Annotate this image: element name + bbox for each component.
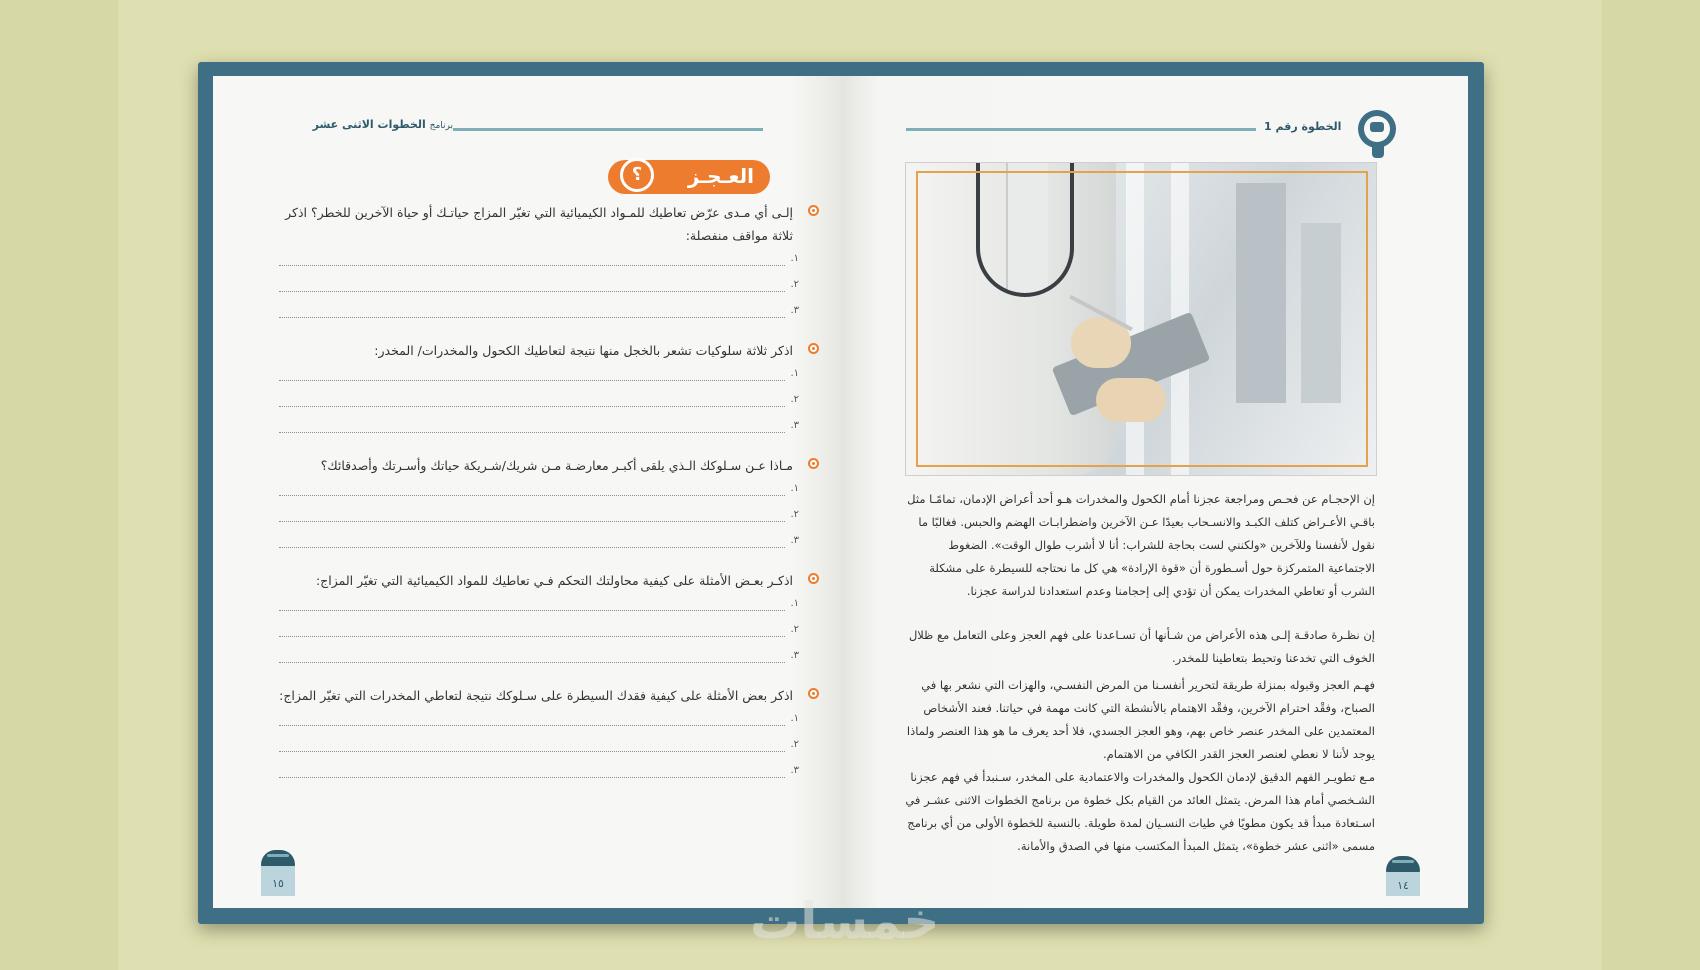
answer-line[interactable]	[279, 618, 799, 644]
doctor-photo	[905, 162, 1377, 476]
page-number: ١٤	[1386, 872, 1420, 896]
answer-line[interactable]	[279, 299, 799, 325]
answer-number: ٣.	[790, 535, 799, 546]
question-text: اذكـر بعـض الأمثلة على كيفية محاولتك التحكم فـي تعاطيك للمواد الكيميائية التي تغيّر المزاج:	[315, 573, 793, 588]
left-page	[213, 76, 842, 908]
answer-line[interactable]	[279, 592, 799, 618]
program-title	[293, 118, 453, 131]
neck-shape	[1372, 144, 1384, 158]
answer-number: ٢.	[790, 279, 799, 290]
dotted-line	[279, 380, 785, 381]
question-item	[279, 684, 799, 785]
section-title: العـجـز	[687, 164, 754, 188]
dotted-line	[279, 406, 785, 407]
question-icon: ؟	[620, 158, 654, 192]
bullet-icon	[808, 343, 819, 354]
step-title: الخطوة رقم 1	[1264, 120, 1342, 133]
bullet-icon	[808, 688, 819, 699]
page-number: ١٥	[261, 866, 295, 896]
head-logo-icon	[1354, 110, 1398, 158]
answer-number: ١.	[790, 713, 799, 724]
dotted-line	[279, 317, 785, 318]
answer-number: ٣.	[790, 650, 799, 661]
answer-number: ٣.	[790, 765, 799, 776]
question-item	[279, 339, 799, 440]
section-tag	[608, 160, 770, 194]
dotted-line	[279, 662, 785, 663]
question-text: مـاذا عـن سـلوكك الـذي يلقى أكبـر معارضـة مـن شريك/شـريكة حياتك وأسـرتك وأصدقائك؟	[320, 458, 793, 473]
dotted-line	[279, 291, 785, 292]
paragraph: مـع تطويـر الفهم الدقيق لإدمان الكحول والمخدرات والاعتمادية على المخدر، سـنبدأ في فهم عجزنا الشـخصي أمام هذا المرض. يتمثل العائد من القيام بكل خطوة من برنامج الخطوات الاثنى عشـر في اسـتعادة مبدأ قد يكون مطويًا في طيات النسـيان لمدة طويلة. بالنسبة للخطوة الأولى من أي برنامج مسمى «اثنى عشر خطوة»، يتمثل المبدأ المكتسب منها في الصدق والأمانة.	[905, 770, 1375, 853]
answer-number: ١.	[790, 368, 799, 379]
header-rule	[453, 128, 763, 131]
question-item	[279, 569, 799, 670]
left-page-header	[293, 118, 763, 138]
paragraph: إن الإحجـام عن فحـص ومراجعة عجزنا أمام الكحول والمخدرات هـو أحد أعراض الإدمان، تمامًـا مثل باقـي الأعـراض كتلف الكبـد والانسـحاب بعيدًا عـن الآخرين واضطرابـات الهضم والحبس. فغالبًا ما نقول لأنفسنا وللآخرين «ولكنني لست بحاجة للشراب: أنا لا أشرب طوال الوقت». الضغوط الاجتماعية المتمركزة حول أسـطورة أن «قوة الإرادة» هي كل ما نحتاجه للسيطرة على مشكلة الشرب أو تعاطي المخدرات يمكن أن تؤدي إلى إحجامنا وعدم استعدادنا لدراسة عجزنا.	[907, 492, 1375, 598]
right-page-header	[906, 104, 1406, 154]
question-list	[279, 201, 799, 785]
dotted-line	[279, 547, 785, 548]
dotted-line	[279, 265, 785, 266]
bullet-icon	[808, 458, 819, 469]
watermark: خمسات	[750, 892, 940, 950]
program-name: الخطوات الاثنى عشر	[312, 118, 426, 131]
paragraph: فهـم العجز وقبوله بمنزلة طريقة لتحرير أنفسـنا من المرض النفسـي، والهزات التي نشعر بها في الصباح، وفقْد احترام الآخرين، وفقْد الاهتمام بالأنشطة التي كانت مهمة في حياتنا. فعند الأشخاص المعتمدين على المخدر عنصر خاص بهم، وهو العجز الجسدي، فلا أحد يعرف ما هو هذا العنصر ولماذا يوجد لأننا لا نعطي لعنصر العجز القدر الكافي من الاهتمام.	[906, 678, 1375, 761]
answer-line[interactable]	[279, 529, 799, 555]
answer-line[interactable]	[279, 759, 799, 785]
bullet-icon	[808, 205, 819, 216]
answer-line[interactable]	[279, 644, 799, 670]
answer-line[interactable]	[279, 388, 799, 414]
answer-number: ٢.	[790, 394, 799, 405]
answer-line[interactable]	[279, 247, 799, 273]
dotted-line	[279, 495, 785, 496]
answer-number: ٢.	[790, 509, 799, 520]
answer-line[interactable]	[279, 414, 799, 440]
answer-line[interactable]	[279, 707, 799, 733]
answer-line[interactable]	[279, 733, 799, 759]
question-item	[279, 454, 799, 555]
answer-number: ١.	[790, 253, 799, 264]
open-book	[198, 62, 1484, 924]
answer-number: ١.	[790, 483, 799, 494]
dotted-line	[279, 521, 785, 522]
head-shape	[1358, 110, 1396, 148]
right-page	[841, 76, 1468, 908]
paragraph: إن نظـرة صادقـة إلـى هذه الأعراض من شـأنها أن تسـاعدنا على فهم العجز وعلى التعامل مع ظلال الخوف التي تخدعنا وتحيط بتعاطينا للمخدر.	[908, 628, 1375, 665]
answer-number: ٣.	[790, 420, 799, 431]
dotted-line	[279, 751, 785, 752]
answer-line[interactable]	[279, 273, 799, 299]
bullet-icon	[808, 573, 819, 584]
answer-line[interactable]	[279, 477, 799, 503]
answer-number: ٢.	[790, 739, 799, 750]
answer-number: ١.	[790, 598, 799, 609]
dotted-line	[279, 432, 785, 433]
dotted-line	[279, 610, 785, 611]
question-text: اذكر ثلاثة سلوكيات تشعر بالخجل منها نتيجة لتعاطيك الكحول والمخدرات/ المخدر:	[374, 343, 793, 358]
header-rule	[906, 128, 1256, 131]
background-right	[1602, 0, 1700, 970]
dotted-line	[279, 725, 785, 726]
photo-frame	[916, 171, 1368, 467]
answer-line[interactable]	[279, 362, 799, 388]
dotted-line	[279, 777, 785, 778]
question-text: اذكر بعض الأمثلة على كيفية فقدك السيطرة على سـلوكك نتيجة لتعاطي المخدرات التي تغيّر المزاج:	[279, 688, 793, 703]
answer-number: ٢.	[790, 624, 799, 635]
question-text: إلـى أي مـدى عرّض تعاطيك للمـواد الكيميائية التي تغيّر المزاج حياتـك أو حياة الآخرين للخطر؟ اذكر ثلاثة مواقف منفصلة:	[285, 205, 793, 243]
program-prefix: برنامج	[429, 121, 453, 131]
dotted-line	[279, 636, 785, 637]
answer-line[interactable]	[279, 503, 799, 529]
question-item	[279, 201, 799, 325]
answer-number: ٣.	[790, 305, 799, 316]
background-left	[0, 0, 118, 970]
